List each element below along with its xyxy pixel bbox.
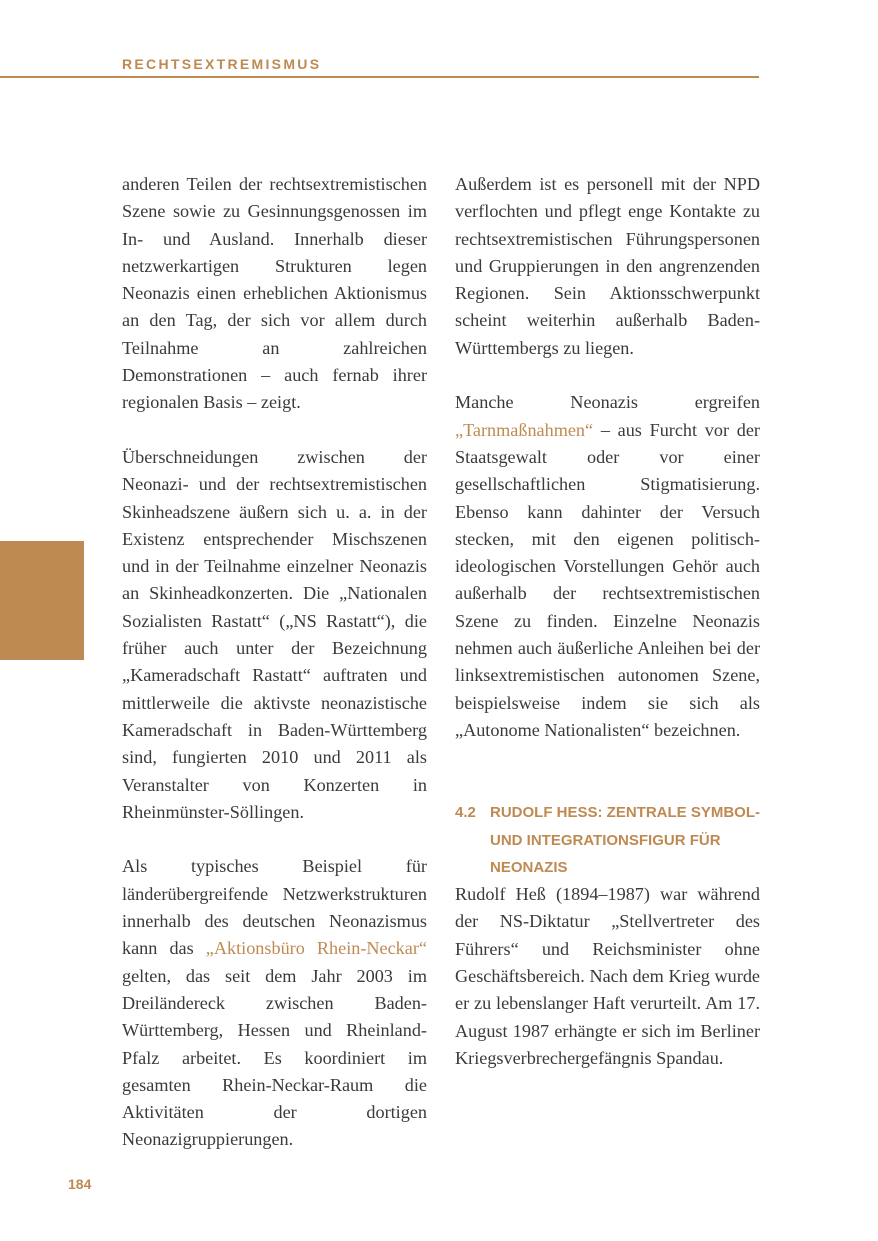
left-column <box>122 171 427 1181</box>
paragraph-text: gelten, das seit dem Jahr 2003 im Dreiländereck zwischen Baden-Württemberg, Hessen und Rheinland-Pfalz arbeitet. Es koordiniert im gesamten Rhein-Neckar-Raum die Aktivitäten der dortigen Neonazigruppierungen. <box>122 965 427 1150</box>
section-heading <box>455 799 760 881</box>
paragraph: anderen Teilen der rechtsextremistischen Szene sowie zu Gesinnungsgenossen im In- und Ausland. Innerhalb dieser netzwerkartigen Strukturen legen Neonazis einen erheblichen Aktionismus an den Tag, der sich vor allem durch Teilnahme an zahlreichen Demonstrationen – auch fernab ihrer regionalen Basis – zeigt. <box>122 174 427 413</box>
right-column <box>455 171 760 1072</box>
glossary-link-aktionsbuero[interactable]: „Aktionsbüro Rhein-Neckar“ <box>205 938 427 959</box>
paragraph: Überschneidungen zwischen der Neonazi- und der rechtsextremistischen Skinheadszene äußern sich u. a. in der Existenz entsprechender Mischszenen und in der Teilnahme einzelner Neonazis an Skinheadkonzerten. Die „Nationalen Sozialisten Rastatt“ („NS Rastatt“), die früher auch unter der Bezeichnung „Kameradschaft Rastatt“ auftraten und mittlerweile die aktivste neonazistische Kameradschaft in Baden-Württemberg sind, fungierten 2010 und 2011 als Veranstalter von Konzerten in Rheinmünster-Söllingen. <box>122 446 427 822</box>
page-number: 184 <box>68 1176 92 1192</box>
paragraph-text: Manche Neonazis ergreifen <box>455 392 760 413</box>
section-title: RUDOLF HESS: ZENTRALE SYMBOL- UND INTEGRATIONSFIGUR FÜR NEONAZIS <box>490 804 760 876</box>
section-number: 4.2 <box>455 804 476 822</box>
running-header: RECHTSEXTREMISMUS <box>122 56 322 72</box>
paragraph <box>455 389 760 744</box>
paragraph-text: Als typisches Beispiel für länderübergreifende Netzwerkstrukturen innerhalb des deutschen Neonazismus kann das <box>122 856 427 959</box>
paragraph-text: – aus Furcht vor der Staatsgewalt oder vor einer gesellschaftlichen Stigmatisierung. Ebenso kann dahinter der Versuch stecken, mit den eigenen politisch-ideologischen Vorstellungen Gehör auch außerhalb der rechtsextremistischen Szene zu finden. Einzelne Neonazis nehmen auch äußerliche Anleihen bei der linksextremistischen autonomen Szene, beispielsweise indem sie sich als „Autonome Nationalisten“ bezeichnen. <box>455 419 760 740</box>
paragraph: Außerdem ist es personell mit der NPD verflochten und pflegt enge Kontakte zu rechtsextremistischen Führungspersonen und Gruppierungen in den angrenzenden Regionen. Sein Aktionsschwerpunkt scheint weiterhin außerhalb Baden-Württembergs zu liegen. <box>455 174 760 358</box>
paragraph: Rudolf Heß (1894–1987) war während der NS-Diktatur „Stellvertreter des Führers“ und Reichsminister ohne Geschäftsbereich. Nach dem Krieg wurde er zu lebenslanger Haft verurteilt. Am 17. August 1987 erhängte er sich im Berliner Kriegsverbrechergefängnis Spandau. <box>455 884 760 1068</box>
glossary-link-tarnmassnahmen[interactable]: „Tarnmaßnahmen“ <box>455 419 594 440</box>
paragraph <box>122 853 427 1153</box>
header-rule <box>0 76 759 78</box>
chapter-side-tab <box>0 541 84 660</box>
